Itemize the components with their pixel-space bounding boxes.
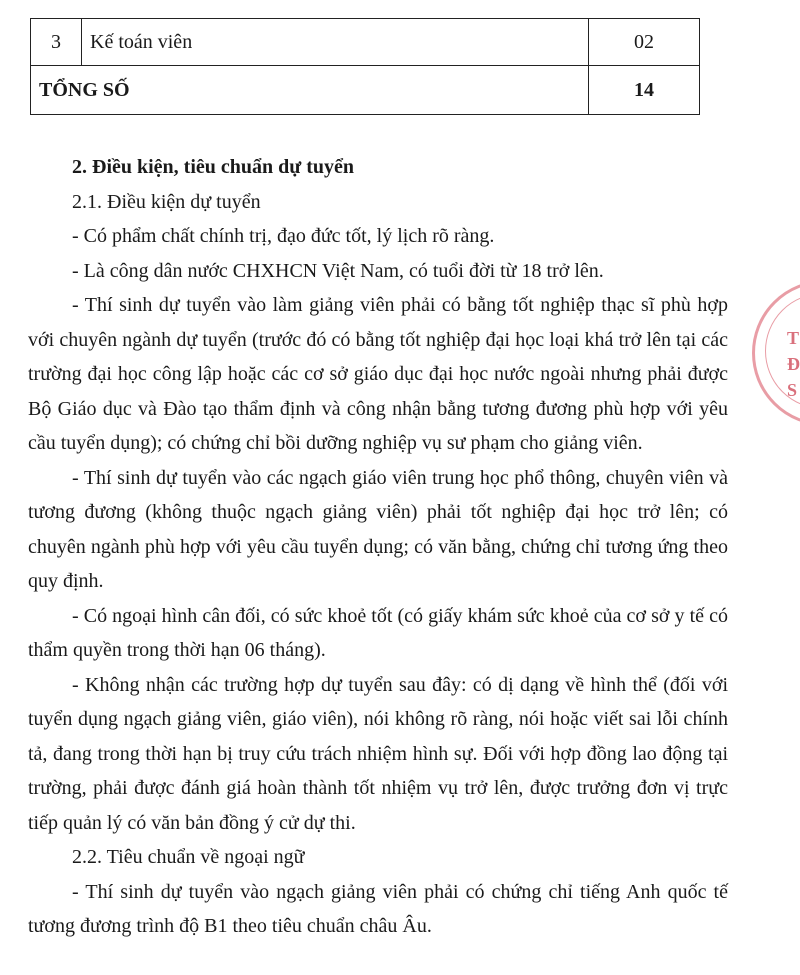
row-index: 3 (31, 19, 82, 66)
subsection-title: 2.2. Tiêu chuẩn về ngoại ngữ (72, 846, 305, 868)
seal-letter: T (787, 328, 800, 348)
table-total-row (31, 66, 700, 115)
row-count: 02 (589, 19, 700, 66)
subsection-title: 2.1. Điều kiện dự tuyển (72, 190, 261, 213)
row-position-name: Kế toán viên (82, 19, 589, 66)
table-row (31, 19, 700, 66)
section-heading: 2. Điều kiện, tiêu chuẩn dự tuyển (72, 156, 355, 178)
condition-paragraph: - Không nhận các trường hợp dự tuyển sau đây: có dị dạng về hình thể (đối với tuyển dụng ngạch giảng viên, giáo viên), nói không rõ ràng, nói hoặc viết sai lỗi chính tả, đang trong thời hạn bị truy cứu trách nhiệm hình sự. Đối với hợp đồng lao động tại trường, phải được đánh giá hoàn thành tốt nhiệm vụ trở lên, được trưởng đơn vị trực tiếp quản lý có văn bản đồng ý cử dự thi. (28, 673, 728, 834)
seal-text (787, 325, 800, 403)
total-count: 14 (589, 66, 700, 115)
language-paragraph: - Thí sinh dự tuyển vào ngạch giảng viên phải có chứng chỉ tiếng Anh quốc tế tương đương trình độ B1 theo tiêu chuẩn châu Âu. (28, 880, 728, 937)
condition-paragraph: - Thí sinh dự tuyển vào các ngạch giáo viên trung học phổ thông, chuyên viên và tương đương (không thuộc ngạch giảng viên) phải tốt nghiệp đại học trở lên; có chuyên ngành phù hợp với yêu cầu tuyển dụng; có văn bằng, chứng chỉ tương ứng theo quy định. (28, 466, 728, 592)
document-body (28, 150, 728, 944)
condition-paragraph: - Có phẩm chất chính trị, đạo đức tốt, lý lịch rõ ràng. (72, 225, 495, 247)
condition-paragraph: - Là công dân nước CHXHCN Việt Nam, có tuổi đời từ 18 trở lên. (72, 259, 604, 282)
seal-letter: Đ (787, 354, 800, 374)
seal-letter: S (787, 380, 798, 400)
staff-count-table (30, 18, 700, 115)
total-label: TỔNG SỐ (31, 66, 589, 115)
condition-paragraph: - Có ngoại hình cân đối, có sức khoẻ tốt (có giấy khám sức khoẻ của cơ sở y tế có thẩm quyền trong thời hạn 06 tháng). (28, 604, 728, 661)
condition-paragraph: - Thí sinh dự tuyển vào làm giảng viên phải có bằng tốt nghiệp thạc sĩ phù hợp với chuyên ngành dự tuyển (trước đó có bằng tốt nghiệp đại học loại khá trở lên tại các trường đại học công lập hoặc các cơ sở giáo dục đại học nước ngoài nhưng phải được Bộ Giáo dục và Đào tạo thẩm định và công nhận bằng tương đương phù hợp với yêu cầu tuyển dụng); có chứng chỉ bồi dưỡng nghiệp vụ sư phạm cho giảng viên. (28, 294, 728, 454)
